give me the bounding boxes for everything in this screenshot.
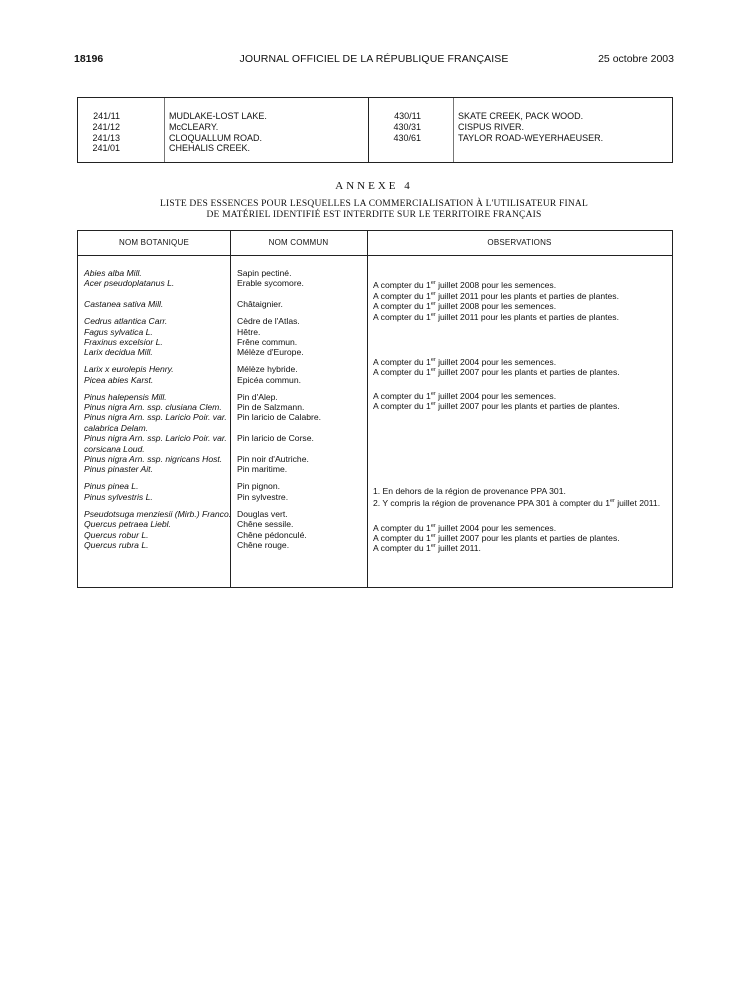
annex-subtitle-line: DE MATÉRIEL IDENTIFIÉ EST INTERDITE SUR LE TERRITOIRE FRANÇAIS xyxy=(206,210,542,220)
table-cell: Cedrus atlantica Carr. xyxy=(84,316,168,327)
table-cell: Fraxinus excelsior L. xyxy=(84,336,163,347)
table-cell xyxy=(373,424,660,434)
annex-subtitle xyxy=(0,199,748,221)
table-cell: Châtaignier. xyxy=(237,299,283,310)
table-cell: Chêne rouge. xyxy=(237,539,290,550)
table-cell: Frêne commun. xyxy=(237,336,298,347)
header-nom-botanique: NOM BOTANIQUE xyxy=(118,238,189,247)
table-cell: SKATE CREEK, PACK WOOD. xyxy=(458,111,584,121)
journal-title: JOURNAL OFFICIEL DE LA RÉPUBLIQUE FRANÇAISE xyxy=(239,53,509,65)
table-cell xyxy=(373,379,660,389)
table-cell: Erable sycomore. xyxy=(237,278,304,289)
table-cell xyxy=(373,434,660,444)
provenance-table xyxy=(77,97,673,163)
table-cell: Pin noir d'Autriche. xyxy=(237,454,309,465)
table-cell xyxy=(237,444,321,454)
table-cell: Hêtre. xyxy=(237,326,261,337)
table-cell: Abies alba Mill. xyxy=(84,268,142,278)
table-cell: Pinus pinaster Ait. xyxy=(84,464,153,475)
table-cell: Pin maritime. xyxy=(237,464,288,475)
table-cell: CISPUS RIVER. xyxy=(458,121,525,132)
table-cell: Chêne sessile. xyxy=(237,519,294,530)
table-cell: Mélèze d'Europe. xyxy=(237,347,304,358)
publication-date: 25 octobre 2003 xyxy=(598,53,674,65)
table-cell xyxy=(373,268,660,278)
annex-subtitle-line: LISTE DES ESSENCES POUR LESQUELLES LA COMMERCIALISATION À L'UTILISATEUR FINAL xyxy=(160,199,588,209)
table-cell: Pinus sylvestris L. xyxy=(84,491,153,502)
table-cell: CLOQUALLUM ROAD. xyxy=(169,132,263,143)
table-cell: Larix decidua Mill. xyxy=(84,347,153,358)
table-cell: Pinus halepensis Mill. xyxy=(84,391,167,402)
table-cell: A compter du 1er juillet 2011 pour les plants et parties de plantes. xyxy=(373,290,619,301)
left-codes xyxy=(78,111,120,154)
table-cell xyxy=(237,423,321,433)
table-cell xyxy=(373,476,660,486)
table-cell xyxy=(373,413,660,423)
table-cell: Picea abies Karst. xyxy=(84,374,154,385)
table-cell: CHEHALIS CREEK. xyxy=(169,143,251,154)
table-cell: A compter du 1er juillet 2011 pour les plants et parties de plantes. xyxy=(373,311,619,322)
table-cell: Cèdre de l'Atlas. xyxy=(237,316,300,327)
table-cell: Pin laricio de Calabre. xyxy=(237,412,322,423)
page-header xyxy=(74,53,674,67)
table-cell: Quercus rubra L. xyxy=(84,539,149,550)
table-cell: A compter du 1er juillet 2011. xyxy=(373,543,481,554)
species-table xyxy=(77,230,673,588)
table-cell: corsicana Loud. xyxy=(84,443,145,454)
table-cell: Pinus nigra Arn. ssp. nigricans Host. xyxy=(84,454,223,465)
table-cell xyxy=(373,465,660,475)
table-cell: 241/11 xyxy=(93,111,120,121)
botanique-column xyxy=(84,268,231,550)
table-cell: 2. Y compris la région de provenance PPA 301 à compter du 1er juillet 2011. xyxy=(373,498,661,509)
table-cell: calabrica Delam. xyxy=(84,422,148,433)
table-cell: Pinus nigra Arn. ssp. Laricio Poir. var. xyxy=(84,412,227,423)
observations-column xyxy=(373,268,660,552)
table-cell: A compter du 1er juillet 2007 pour les plants et parties de plantes. xyxy=(373,401,620,412)
table-cell xyxy=(84,289,231,299)
column-separator xyxy=(164,98,165,162)
table-cell xyxy=(373,344,660,354)
table-cell: A compter du 1er juillet 2004 pour les semences. xyxy=(373,522,557,533)
table-cell: Quercus robur L. xyxy=(84,529,149,540)
left-names xyxy=(169,111,267,154)
table-cell: Fagus sylvatica L. xyxy=(84,326,153,337)
table-cell: Pinus nigra Arn. ssp. clusiana Clem. xyxy=(84,402,222,413)
table-cell: Castanea sativa Mill. xyxy=(84,299,164,310)
table-cell: Sapin pectiné. xyxy=(237,268,292,278)
header-observations: OBSERVATIONS xyxy=(487,238,552,247)
table-cell: 241/12 xyxy=(92,121,120,132)
table-cell: MUDLAKE-LOST LAKE. xyxy=(169,111,267,121)
table-cell: 430/61 xyxy=(393,132,421,143)
table-cell: Chêne pédonculé. xyxy=(237,529,307,540)
table-cell: 241/01 xyxy=(92,143,120,154)
annex-title: ANNEXE 4 xyxy=(335,180,413,192)
table-cell: Pin d'Alep. xyxy=(237,391,278,402)
table-cell xyxy=(373,510,660,520)
table-cell: 241/13 xyxy=(92,132,120,143)
table-cell: A compter du 1er juillet 2007 pour les plants et parties de plantes. xyxy=(373,532,620,543)
table-cell: McCLEARY. xyxy=(169,121,219,132)
table-cell: A compter du 1er juillet 2008 pour les semences. xyxy=(373,280,557,291)
table-cell: Acer pseudoplatanus L. xyxy=(84,278,175,289)
table-cell: A compter du 1er juillet 2007 pour les plants et parties de plantes. xyxy=(373,366,620,377)
header-rule xyxy=(78,255,672,256)
table-cell xyxy=(373,334,660,344)
table-cell: Mélèze hybride. xyxy=(237,364,298,375)
column-separator xyxy=(453,98,454,162)
table-cell: Pin de Salzmann. xyxy=(237,402,305,413)
table-cell: Douglas vert. xyxy=(237,508,288,519)
right-codes xyxy=(379,111,421,143)
right-names xyxy=(458,111,603,143)
table-cell xyxy=(373,444,660,454)
table-cell: Pinus pinea L. xyxy=(84,481,139,492)
table-cell: Pin pignon. xyxy=(237,481,281,492)
table-cell: Pinus nigra Arn. ssp. Laricio Poir. var. xyxy=(84,433,227,444)
table-cell: A compter du 1er juillet 2008 pour les semences. xyxy=(373,301,557,312)
page-number: 18196 xyxy=(74,53,104,65)
table-divider xyxy=(368,98,369,162)
table-cell: TAYLOR ROAD-WEYERHAEUSER. xyxy=(458,132,604,143)
column-separator xyxy=(367,231,368,587)
table-cell: Pin sylvestre. xyxy=(237,491,289,502)
table-cell xyxy=(373,323,660,333)
table-cell: Pseudotsuga menziesii (Mirb.) Franco. xyxy=(84,508,232,519)
table-cell: Quercus petraea Liebl. xyxy=(84,519,171,530)
table-cell xyxy=(237,289,321,299)
table-cell: 430/11 xyxy=(394,111,421,121)
table-cell: A compter du 1er juillet 2004 pour les semences. xyxy=(373,356,557,367)
header-nom-commun: NOM COMMUN xyxy=(268,238,329,247)
table-cell xyxy=(373,455,660,465)
table-cell: 430/31 xyxy=(393,121,421,132)
table-cell: Epicéa commun. xyxy=(237,374,302,385)
table-cell: Pin laricio de Corse. xyxy=(237,433,314,444)
table-cell: A compter du 1er juillet 2004 pour les semences. xyxy=(373,390,557,401)
table-cell: Larix x eurolepis Henry. xyxy=(84,364,174,375)
commun-column xyxy=(237,268,321,550)
table-cell: 1. En dehors de la région de provenance PPA 301. xyxy=(373,485,566,496)
